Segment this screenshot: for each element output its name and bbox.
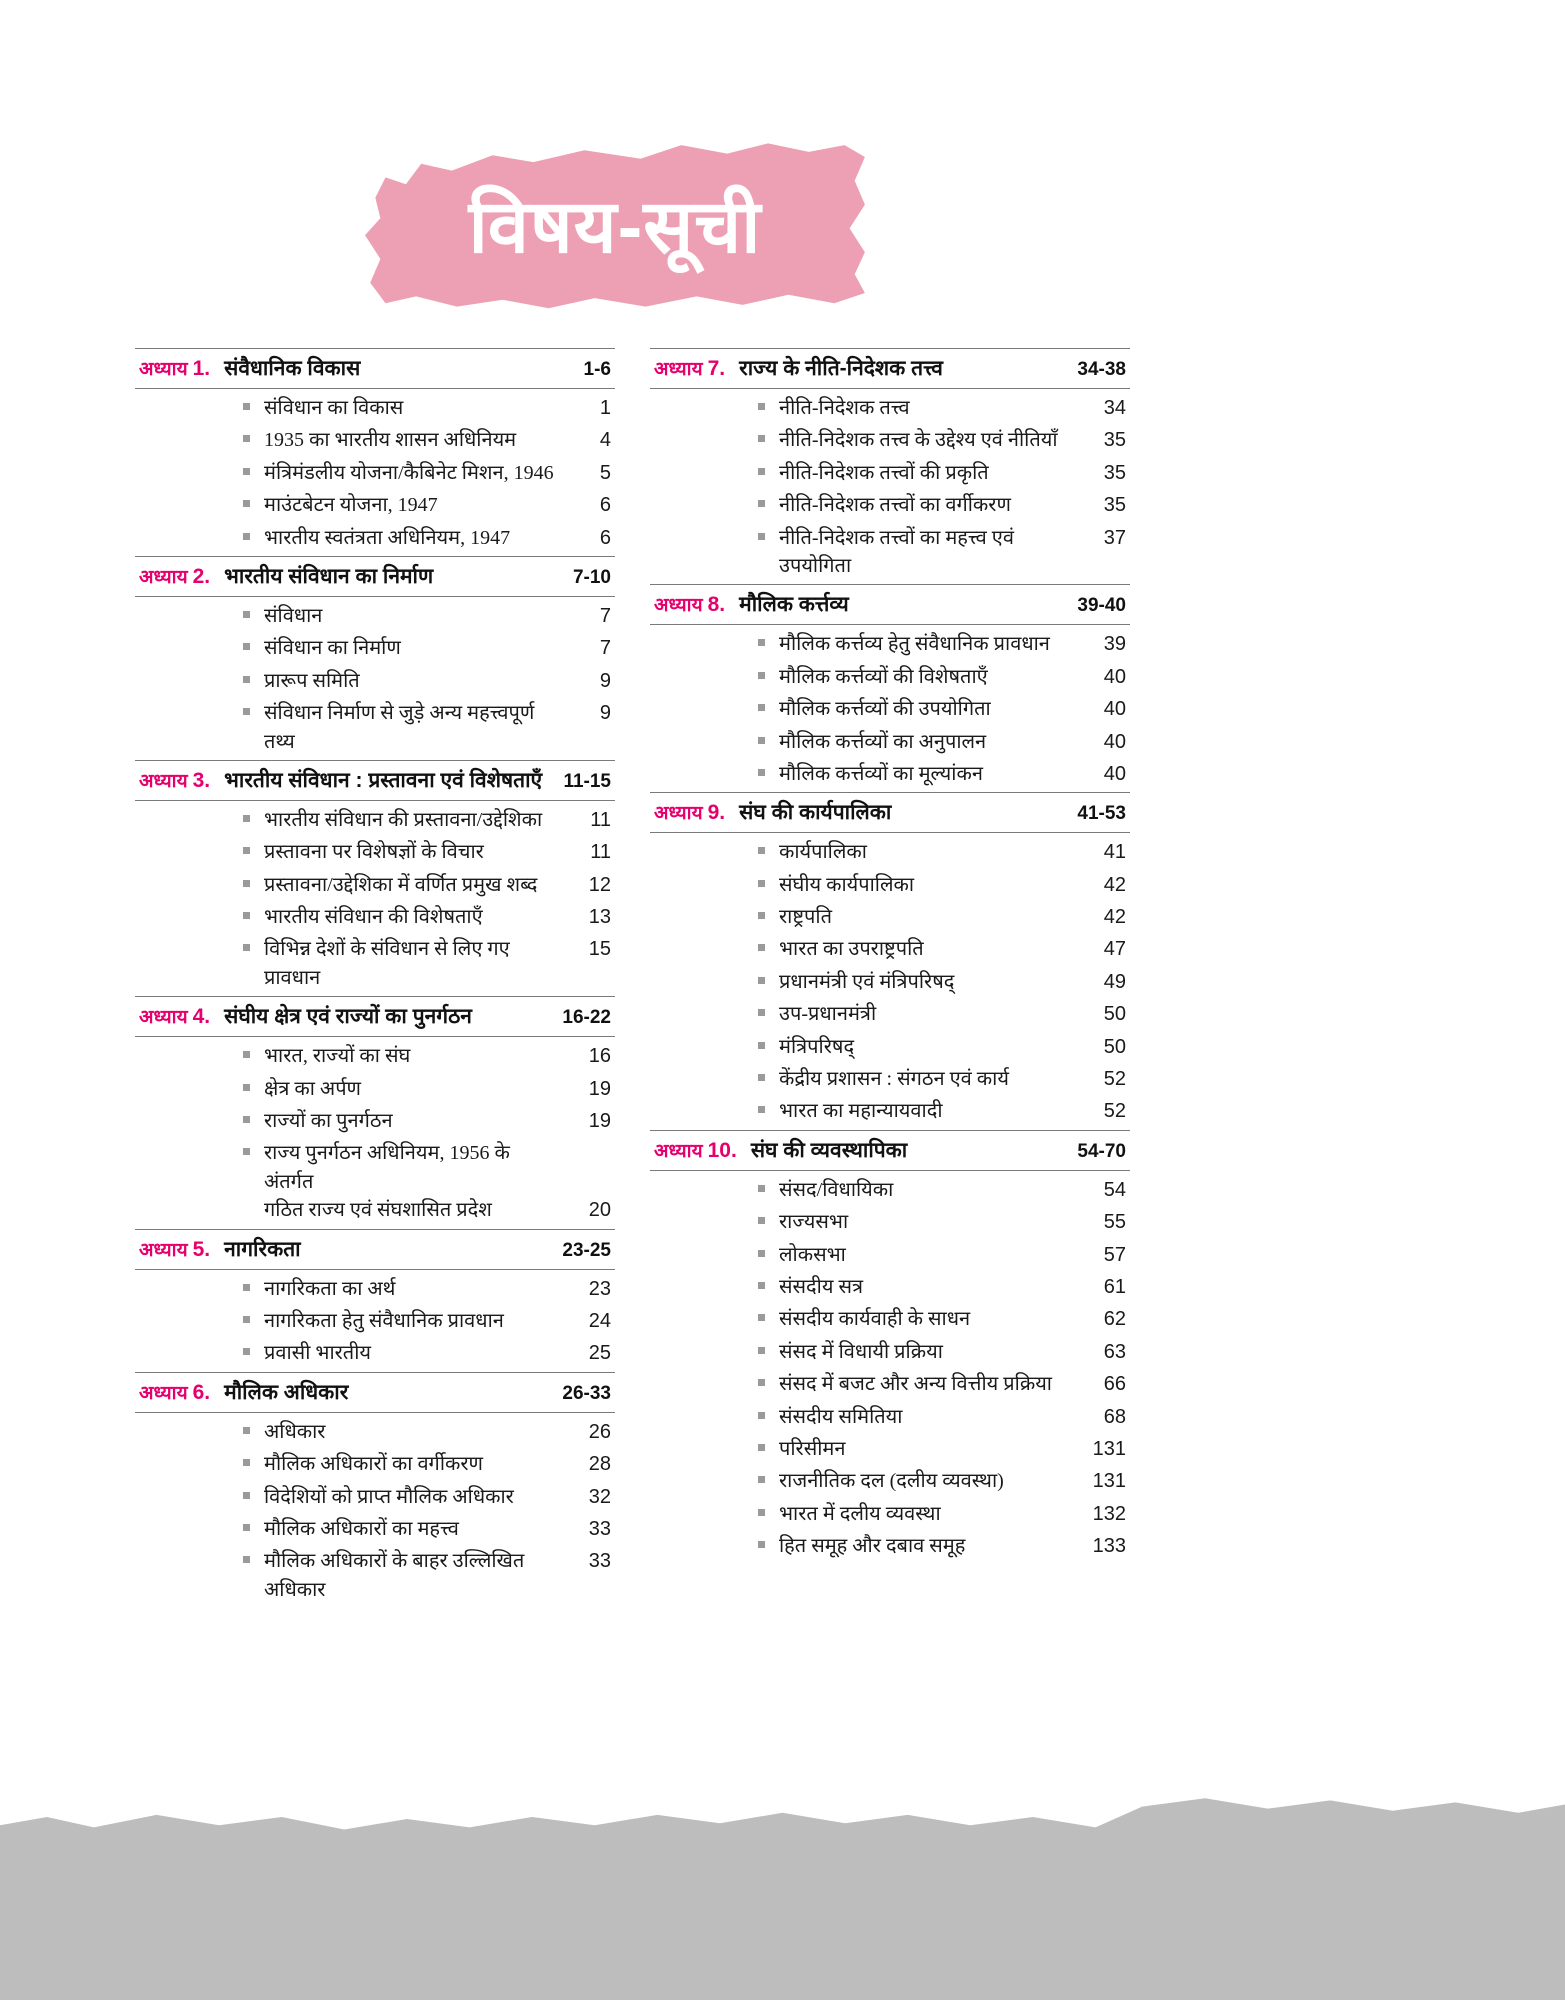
chapter-title: नागरिकता	[224, 1237, 301, 1261]
chapter-header[interactable]	[135, 556, 615, 597]
chapter-page-range: 11-15	[563, 770, 611, 792]
toc-entry[interactable]	[135, 1337, 615, 1369]
chapter-block	[135, 348, 615, 554]
toc-entry-page-number: 20	[588, 1199, 611, 1222]
toc-entry[interactable]	[650, 1206, 1130, 1238]
toc-entry-page-number: 40	[1103, 665, 1126, 688]
toc-entry-page-number: 55	[1103, 1211, 1126, 1234]
bullet-square-icon	[243, 533, 250, 540]
bullet-square-icon	[758, 847, 765, 854]
chapter-label: अध्याय	[139, 1382, 188, 1404]
toc-entry[interactable]	[135, 1073, 615, 1105]
bullet-square-icon	[758, 737, 765, 744]
toc-entry-label: प्रारूप समिति	[264, 669, 360, 692]
toc-entry[interactable]	[650, 1095, 1130, 1127]
toc-entry[interactable]	[650, 1336, 1130, 1368]
toc-entry[interactable]	[135, 1416, 615, 1448]
toc-entry[interactable]	[650, 758, 1130, 790]
bullet-square-icon	[243, 468, 250, 475]
chapter-number: 10.	[707, 1138, 737, 1162]
chapter-page-range: 23-25	[562, 1239, 611, 1261]
toc-entry-page-number: 37	[1103, 526, 1126, 549]
chapter-block	[135, 556, 615, 758]
bullet-square-icon	[758, 1476, 765, 1483]
toc-entry[interactable]	[135, 1513, 615, 1545]
chapter-number: 4.	[192, 1005, 211, 1029]
toc-right-column	[650, 348, 1130, 1608]
chapter-page-range: 34-38	[1077, 359, 1126, 380]
bullet-square-icon	[758, 1106, 765, 1113]
bullet-square-icon	[243, 1427, 250, 1434]
toc-entry-label: संसदीय कार्यवाही के साधन	[779, 1308, 971, 1331]
toc-entry-label: भारत में दलीय व्यवस्था	[779, 1502, 941, 1525]
toc-entry[interactable]	[135, 392, 615, 424]
toc-entry-label: संविधान निर्माण से जुड़े अन्य महत्त्वपूर्ण तथ्य	[264, 702, 535, 753]
chapter-page-range: 54-70	[1077, 1140, 1126, 1162]
toc-entry[interactable]	[650, 836, 1130, 868]
chapter-header[interactable]	[650, 1130, 1130, 1171]
bullet-square-icon	[758, 468, 765, 475]
chapter-header[interactable]	[135, 348, 615, 389]
toc-entry-label: प्रस्तावना/उद्देशिका में वर्णित प्रमुख शब्द	[264, 873, 538, 896]
chapter-title: भारतीय संविधान का निर्माण	[224, 564, 434, 588]
bullet-square-icon	[758, 1412, 765, 1419]
toc-entry-page-number: 32	[588, 1485, 611, 1508]
chapter-title: भारतीय संविधान : प्रस्तावना एवं विशेषताएँ	[224, 768, 543, 792]
bullet-square-icon	[758, 769, 765, 776]
toc-entry-label: केंद्रीय प्रशासन : संगठन एवं कार्य	[779, 1068, 1009, 1091]
chapter-number: 8.	[707, 593, 726, 617]
chapter-title: संघ की व्यवस्थापिका	[750, 1138, 908, 1162]
toc-left-column	[135, 348, 615, 1608]
toc-entry[interactable]	[135, 522, 615, 554]
toc-entry-label: संविधान	[264, 604, 323, 627]
toc-entry-page-number: 35	[1103, 461, 1126, 484]
chapter-header[interactable]	[650, 792, 1130, 833]
toc-entry-label: नीति-निदेशक तत्त्वों का महत्त्व एवं उपयोगिता	[779, 526, 1014, 577]
toc-entry-label: संसदीय सत्र	[779, 1275, 863, 1298]
toc-entry-label: संसद में विधायी प्रक्रिया	[779, 1340, 943, 1363]
toc-entry-page-number: 131	[1092, 1470, 1126, 1493]
toc-entry-label: प्रधानमंत्री एवं मंत्रिपरिषद्	[779, 970, 955, 993]
toc-entry[interactable]	[135, 424, 615, 456]
toc-entry-label: भारत का महान्यायवादी	[779, 1100, 943, 1123]
toc-entry-label: मौलिक कर्त्तव्यों का अनुपालन	[779, 730, 987, 753]
toc-entry[interactable]	[650, 933, 1130, 965]
chapter-number: 6.	[192, 1380, 211, 1404]
chapter-block	[650, 584, 1130, 790]
toc-entry-label: मौलिक कर्त्तव्यों की उपयोगिता	[779, 698, 991, 721]
chapter-page-range: 41-53	[1077, 803, 1126, 825]
toc-entry-page-number: 63	[1103, 1340, 1126, 1363]
chapter-page-range: 1-6	[583, 359, 611, 380]
chapter-label: अध्याय	[139, 1007, 188, 1029]
toc-entry[interactable]	[650, 1271, 1130, 1303]
bullet-square-icon	[758, 1074, 765, 1081]
toc-entry[interactable]	[135, 489, 615, 521]
toc-entry-label: भारत का उपराष्ट्रपति	[779, 938, 924, 961]
chapter-header[interactable]	[650, 584, 1130, 625]
bullet-square-icon	[243, 944, 250, 951]
toc-entry-label: मौलिक अधिकारों के बाहर उल्लिखित अधिकार	[264, 1550, 525, 1601]
bullet-square-icon	[243, 1348, 250, 1355]
toc-entry-page-number: 35	[1103, 429, 1126, 452]
toc-entry-page-number: 50	[1103, 1003, 1126, 1026]
toc-entry[interactable]	[650, 693, 1130, 725]
toc-entry-label: मौलिक अधिकारों का महत्त्व	[264, 1517, 459, 1540]
toc-entry[interactable]	[650, 457, 1130, 489]
chapter-label: अध्याय	[139, 1239, 188, 1261]
table-of-contents	[135, 348, 1430, 1608]
chapter-label: अध्याय	[139, 566, 188, 588]
toc-entry-page-number: 11	[590, 808, 611, 831]
toc-entry-label: राज्यसभा	[779, 1211, 849, 1234]
chapter-block	[650, 348, 1130, 582]
toc-entry-page-number: 28	[588, 1453, 611, 1476]
chapter-number: 2.	[192, 564, 211, 588]
chapter-title: मौलिक अधिकार	[224, 1380, 349, 1404]
toc-entry-page-number: 33	[588, 1550, 611, 1573]
toc-entry-label: नीति-निदेशक तत्त्व	[779, 397, 910, 419]
toc-entry-label: संघीय कार्यपालिका	[779, 873, 915, 896]
chapter-header[interactable]	[135, 996, 615, 1037]
toc-entry-label: नीति-निदेशक तत्त्वों का वर्गीकरण	[779, 494, 1011, 517]
toc-entry[interactable]	[135, 869, 615, 901]
toc-entry[interactable]	[650, 628, 1130, 660]
toc-entry[interactable]	[135, 665, 615, 697]
footer-torn-strip	[0, 1792, 1565, 2000]
chapter-title: मौलिक कर्त्तव्य	[739, 593, 849, 617]
toc-entry-label: मंत्रिमंडलीय योजना/कैबिनेट मिशन, 1946	[264, 461, 554, 484]
toc-entry-page-number: 49	[1103, 970, 1126, 993]
bullet-square-icon	[758, 912, 765, 919]
bullet-square-icon	[243, 815, 250, 822]
chapter-title: संघ की कार्यपालिका	[739, 801, 892, 825]
toc-entry[interactable]	[135, 1305, 615, 1337]
toc-entry[interactable]	[650, 1401, 1130, 1433]
toc-entry-label: राज्यों का पुनर्गठन	[264, 1110, 393, 1133]
bullet-square-icon	[243, 1556, 250, 1563]
chapter-label: अध्याय	[139, 359, 188, 380]
chapter-number: 5.	[192, 1237, 211, 1261]
toc-entry-label: संसदीय समितिया	[779, 1405, 903, 1428]
toc-entry-page-number: 11	[590, 841, 611, 864]
toc-entry-label: लोकसभा	[779, 1243, 846, 1266]
chapter-block	[650, 792, 1130, 1128]
toc-entry-label: माउंटबेटन योजना, 1947	[264, 494, 438, 517]
page-title-banner	[360, 140, 870, 310]
bullet-square-icon	[243, 1459, 250, 1466]
toc-entry[interactable]	[135, 632, 615, 664]
toc-entry-page-number: 24	[588, 1309, 611, 1332]
bullet-square-icon	[243, 912, 250, 919]
toc-entry-page-number: 57	[1103, 1243, 1126, 1266]
toc-entry[interactable]	[650, 392, 1130, 424]
bullet-square-icon	[243, 1084, 250, 1091]
toc-entry-label: हित समूह और दबाव समूह	[779, 1535, 966, 1558]
bullet-square-icon	[243, 1148, 250, 1155]
toc-entry[interactable]	[135, 836, 615, 868]
toc-entry-label: कार्यपालिका	[779, 841, 867, 864]
toc-entry-label: मौलिक कर्त्तव्यों का मूल्यांकन	[779, 762, 983, 785]
toc-entry-label: उप-प्रधानमंत्री	[779, 1003, 877, 1026]
bullet-square-icon	[758, 944, 765, 951]
toc-entry-page-number: 1	[599, 397, 611, 419]
toc-entry[interactable]	[650, 1239, 1130, 1271]
chapter-number: 3.	[192, 768, 211, 792]
bullet-square-icon	[243, 611, 250, 618]
toc-entry-label: मौलिक अधिकारों का वर्गीकरण	[264, 1453, 483, 1476]
toc-entry-page-number: 19	[588, 1077, 611, 1100]
bullet-square-icon	[243, 1284, 250, 1291]
toc-entry-page-number: 34	[1103, 397, 1126, 419]
toc-entry[interactable]	[135, 1105, 615, 1137]
chapter-page-range: 26-33	[562, 1382, 611, 1404]
toc-entry[interactable]	[650, 966, 1130, 998]
chapter-title: संघीय क्षेत्र एवं राज्यों का पुनर्गठन	[224, 1005, 472, 1029]
toc-entry[interactable]	[650, 522, 1130, 583]
toc-entry-page-number: 61	[1103, 1275, 1126, 1298]
toc-entry[interactable]	[650, 1433, 1130, 1465]
toc-entry[interactable]	[650, 1530, 1130, 1562]
toc-entry-label: भारतीय संविधान की विशेषताएँ	[264, 906, 483, 929]
toc-entry-label: क्षेत्र का अर्पण	[264, 1077, 362, 1100]
toc-entry-page-number: 68	[1103, 1405, 1126, 1428]
toc-entry[interactable]	[135, 901, 615, 933]
bullet-square-icon	[243, 880, 250, 887]
toc-entry-page-number: 35	[1103, 494, 1126, 517]
toc-entry-page-number: 33	[588, 1517, 611, 1540]
toc-entry[interactable]	[135, 933, 615, 994]
toc-entry-page-number: 133	[1092, 1535, 1126, 1558]
toc-entry-page-number: 40	[1103, 762, 1126, 785]
toc-entry-page-number: 131	[1092, 1437, 1126, 1460]
bullet-square-icon	[758, 435, 765, 442]
bullet-square-icon	[243, 708, 250, 715]
toc-entry[interactable]	[650, 1498, 1130, 1530]
toc-entry-label: मंत्रिपरिषद्	[779, 1035, 855, 1058]
chapter-header[interactable]	[650, 348, 1130, 389]
toc-entry-page-number: 66	[1103, 1373, 1126, 1396]
chapter-number: 7.	[707, 357, 726, 380]
chapter-page-range: 16-22	[562, 1007, 611, 1029]
toc-entry-label: नीति-निदेशक तत्त्वों की प्रकृति	[779, 461, 989, 484]
toc-entry[interactable]	[650, 869, 1130, 901]
bullet-square-icon	[758, 1541, 765, 1548]
chapter-page-range: 39-40	[1077, 595, 1126, 617]
bullet-square-icon	[243, 1051, 250, 1058]
toc-entry-page-number: 132	[1092, 1502, 1126, 1525]
bullet-square-icon	[243, 500, 250, 507]
bullet-square-icon	[243, 403, 250, 410]
toc-entry-page-number: 26	[588, 1420, 611, 1443]
toc-entry[interactable]	[650, 1368, 1130, 1400]
toc-entry[interactable]	[650, 1174, 1130, 1206]
toc-entry-page-number: 52	[1103, 1100, 1126, 1123]
toc-entry-page-number: 52	[1103, 1068, 1126, 1091]
toc-entry-page-number: 19	[588, 1110, 611, 1133]
toc-entry[interactable]	[650, 661, 1130, 693]
toc-entry[interactable]	[650, 1063, 1130, 1095]
toc-entry-label: परिसीमन	[779, 1437, 846, 1460]
bullet-square-icon	[758, 1379, 765, 1386]
toc-entry-label: संसद/विधायिका	[779, 1178, 894, 1201]
toc-entry-label-line2: गठित राज्य एवं संघशासित प्रदेश	[264, 1199, 492, 1222]
toc-entry-label: नीति-निदेशक तत्त्व के उद्देश्य एवं नीतियाँ	[779, 429, 1058, 452]
toc-entry[interactable]	[650, 901, 1130, 933]
toc-entry[interactable]	[135, 1040, 615, 1072]
toc-entry[interactable]	[135, 804, 615, 836]
toc-entry-label: विभिन्न देशों के संविधान से लिए गए प्रावधान	[264, 938, 510, 989]
toc-entry-page-number: 12	[588, 873, 611, 896]
page-title: विषय-सूची	[468, 184, 762, 268]
toc-entry[interactable]	[135, 1481, 615, 1513]
toc-entry-page-number: 40	[1103, 730, 1126, 753]
toc-entry-page-number: 47	[1103, 938, 1126, 961]
chapter-header[interactable]	[135, 1229, 615, 1270]
toc-entry[interactable]	[135, 697, 615, 758]
toc-entry[interactable]	[135, 600, 615, 632]
toc-entry-page-number: 9	[599, 669, 611, 692]
toc-entry-label: भारतीय स्वतंत्रता अधिनियम, 1947	[264, 526, 511, 549]
toc-entry-page-number: 42	[1103, 873, 1126, 896]
toc-entry-label: संसद में बजट और अन्य वित्तीय प्रक्रिया	[779, 1373, 1052, 1396]
toc-entry-label: प्रवासी भारतीय	[264, 1342, 371, 1365]
toc-entry-page-number: 6	[599, 526, 611, 549]
toc-entry-page-number: 40	[1103, 698, 1126, 721]
toc-entry-label: संविधान का निर्माण	[264, 637, 401, 660]
bullet-square-icon	[243, 1116, 250, 1123]
toc-entry-page-number: 42	[1103, 906, 1126, 929]
toc-entry-label: संविधान का विकास	[264, 397, 404, 419]
bullet-square-icon	[758, 1185, 765, 1192]
toc-entry-label: विदेशियों को प्राप्त मौलिक अधिकार	[264, 1485, 514, 1508]
toc-entry[interactable]	[135, 1273, 615, 1305]
toc-entry-page-number: 6	[599, 494, 611, 517]
bullet-square-icon	[758, 1250, 765, 1257]
toc-entry-page-number: 4	[599, 429, 611, 452]
toc-entry[interactable]	[650, 424, 1130, 456]
bullet-square-icon	[758, 1282, 765, 1289]
bullet-square-icon	[243, 643, 250, 650]
bullet-square-icon	[758, 1509, 765, 1516]
chapter-title: राज्य के नीति-निदेशक तत्त्व	[739, 357, 943, 380]
chapter-header[interactable]	[135, 1372, 615, 1413]
bullet-square-icon	[758, 639, 765, 646]
toc-entry-label: अधिकार	[264, 1420, 326, 1443]
toc-entry[interactable]	[650, 1303, 1130, 1335]
toc-entry[interactable]	[135, 1545, 615, 1606]
toc-entry-page-number: 13	[588, 906, 611, 929]
chapter-label: अध्याय	[139, 770, 188, 792]
toc-entry-page-number: 5	[599, 461, 611, 484]
bullet-square-icon	[758, 533, 765, 540]
toc-entry-label: राष्ट्रपति	[779, 906, 832, 929]
toc-entry-label: नागरिकता का अर्थ	[264, 1277, 396, 1300]
toc-entry-label: भारतीय संविधान की प्रस्तावना/उद्देशिका	[264, 808, 543, 831]
toc-entry-label-line1: राज्य पुनर्गठन अधिनियम, 1956 के अंतर्गत	[264, 1142, 510, 1193]
bullet-square-icon	[758, 1009, 765, 1016]
toc-entry[interactable]	[135, 457, 615, 489]
toc-entry-page-number: 54	[1103, 1178, 1126, 1201]
chapter-number: 9.	[707, 801, 726, 825]
bullet-square-icon	[758, 403, 765, 410]
chapter-label: अध्याय	[654, 359, 703, 380]
toc-entry-page-number: 16	[588, 1045, 611, 1068]
chapter-label: अध्याय	[654, 1140, 703, 1162]
bullet-square-icon	[758, 1314, 765, 1321]
chapter-number: 1.	[192, 357, 211, 380]
chapter-label: अध्याय	[654, 803, 703, 825]
bullet-square-icon	[243, 1316, 250, 1323]
bullet-square-icon	[758, 1042, 765, 1049]
bullet-square-icon	[243, 676, 250, 683]
chapter-label: अध्याय	[654, 595, 703, 617]
toc-entry[interactable]	[135, 1137, 615, 1226]
toc-entry-page-number: 7	[599, 604, 611, 627]
toc-entry-page-number: 62	[1103, 1308, 1126, 1331]
toc-entry-label: प्रस्तावना पर विशेषज्ञों के विचार	[264, 841, 484, 864]
toc-entry-label: मौलिक कर्त्तव्य हेतु संवैधानिक प्रावधान	[779, 633, 1050, 656]
bullet-square-icon	[758, 672, 765, 679]
toc-entry-label: 1935 का भारतीय शासन अधिनियम	[264, 429, 517, 452]
chapter-block	[135, 1372, 615, 1606]
chapter-header[interactable]	[135, 760, 615, 801]
bullet-square-icon	[243, 435, 250, 442]
bullet-square-icon	[758, 1444, 765, 1451]
toc-entry-label: राजनीतिक दल (दलीय व्यवस्था)	[779, 1470, 1004, 1493]
toc-entry[interactable]	[650, 1465, 1130, 1497]
toc-entry[interactable]	[135, 1448, 615, 1480]
chapter-block	[135, 1229, 615, 1370]
toc-entry-page-number: 50	[1103, 1035, 1126, 1058]
toc-entry-label: नागरिकता हेतु संवैधानिक प्रावधान	[264, 1309, 504, 1332]
bullet-square-icon	[758, 880, 765, 887]
bullet-square-icon	[758, 977, 765, 984]
bullet-square-icon	[758, 500, 765, 507]
toc-entry-page-number: 39	[1103, 633, 1126, 656]
toc-entry-label	[264, 1139, 569, 1224]
bullet-square-icon	[243, 1492, 250, 1499]
toc-entry[interactable]	[650, 998, 1130, 1030]
chapter-block	[650, 1130, 1130, 1563]
chapter-block	[135, 760, 615, 994]
toc-entry[interactable]	[650, 726, 1130, 758]
bullet-square-icon	[758, 704, 765, 711]
bullet-square-icon	[758, 1217, 765, 1224]
bullet-square-icon	[243, 1524, 250, 1531]
toc-entry[interactable]	[650, 1031, 1130, 1063]
chapter-title: संवैधानिक विकास	[224, 357, 361, 380]
toc-entry-page-number: 15	[588, 938, 611, 961]
chapter-page-range: 7-10	[572, 566, 611, 588]
bullet-square-icon	[243, 847, 250, 854]
toc-entry-page-number: 9	[599, 702, 611, 725]
toc-entry-page-number: 25	[588, 1342, 611, 1365]
chapter-block	[135, 996, 615, 1226]
toc-entry[interactable]	[650, 489, 1130, 521]
toc-entry-label: भारत, राज्यों का संघ	[264, 1045, 411, 1068]
toc-entry-page-number: 23	[588, 1277, 611, 1300]
toc-entry-page-number: 7	[599, 637, 611, 660]
toc-entry-label: मौलिक कर्त्तव्यों की विशेषताएँ	[779, 665, 988, 688]
toc-entry-page-number: 41	[1103, 841, 1126, 864]
bullet-square-icon	[758, 1347, 765, 1354]
